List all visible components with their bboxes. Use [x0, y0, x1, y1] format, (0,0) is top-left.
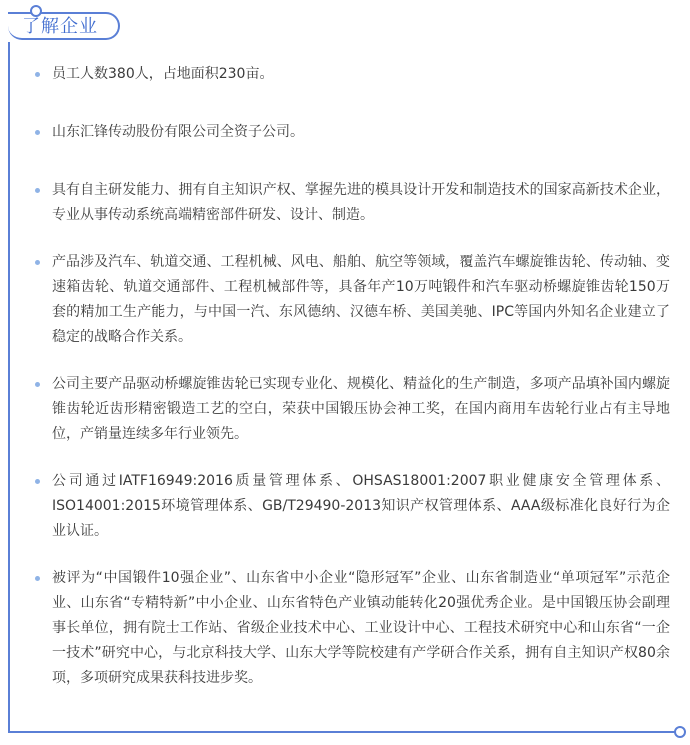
list-item-text: 被评为“中国锻件10强企业”、山东省中小企业“隐形冠军”企业、山东省制造业“单项冠军”示范企业、山东省“专精特新”中小企业、山东省特色产业镇动能转化20强优秀企业。是中国锻压协会副理事长单位，拥有院士工作站、省级企业技术中心、工业设计中心、工程技术研究中心和山东省“一企一技术”研究中心，与北京科技大学、山东大学等院校建有产学研合作关系，拥有自主知识产权80余项，多项研究成果获科技进步奖。	[52, 570, 670, 686]
list-item	[30, 120, 670, 145]
corner-dot-bottom	[674, 726, 686, 738]
bullet-icon	[35, 479, 40, 484]
list-item-text: 具有自主研发能力、拥有自主知识产权、掌握先进的模具设计开发和制造技术的国家高新技术企业，专业从事传动系统高端精密部件研发、设计、制造。	[52, 182, 670, 223]
list-item-text: 产品涉及汽车、轨道交通、工程机械、风电、船舶、航空等领域，覆盖汽车螺旋锥齿轮、传动轴、变速箱齿轮、轨道交通部件、工程机械部件等，具备年产10万吨锻件和汽车驱动桥螺旋锥齿轮150万套的精加工生产能力，与中国一汽、东风德纳、汉德车桥、美国美驰、IPC等国内外知名企业建立了稳定的战略合作关系。	[52, 254, 670, 345]
list-item	[30, 62, 670, 87]
section-title: 了解企业	[22, 16, 98, 37]
list-item	[30, 372, 670, 447]
list-item-text: 公司主要产品驱动桥螺旋锥齿轮已实现专业化、规模化、精益化的生产制造，多项产品填补国内螺旋锥齿轮近齿形精密锻造工艺的空白，荣获中国锻压协会神工奖，在国内商用车齿轮行业占有主导地位，产销量连续多年行业领先。	[52, 376, 670, 442]
bullet-icon	[35, 130, 40, 135]
bullet-icon	[35, 72, 40, 77]
list-item	[30, 178, 670, 228]
info-list	[30, 62, 670, 691]
frame-left-border	[8, 42, 10, 732]
list-item-text: 公司通过IATF16949:2016质量管理体系、OHSAS18001:2007职业健康安全管理体系、ISO14001:2015环境管理体系、GB/T29490-2013知识产权管理体系、AAA级标准化良好行为企业认证。	[52, 473, 670, 539]
frame-bottom-border	[8, 731, 676, 733]
list-item	[30, 250, 670, 350]
list-item	[30, 469, 670, 544]
bullet-icon	[35, 576, 40, 581]
list-item	[30, 566, 670, 691]
bullet-icon	[35, 382, 40, 387]
bullet-icon	[35, 188, 40, 193]
list-item-text: 员工人数380人，占地面积230亩。	[52, 66, 274, 82]
bullet-icon	[35, 260, 40, 265]
list-item-text: 山东汇锋传动股份有限公司全资子公司。	[52, 124, 304, 140]
